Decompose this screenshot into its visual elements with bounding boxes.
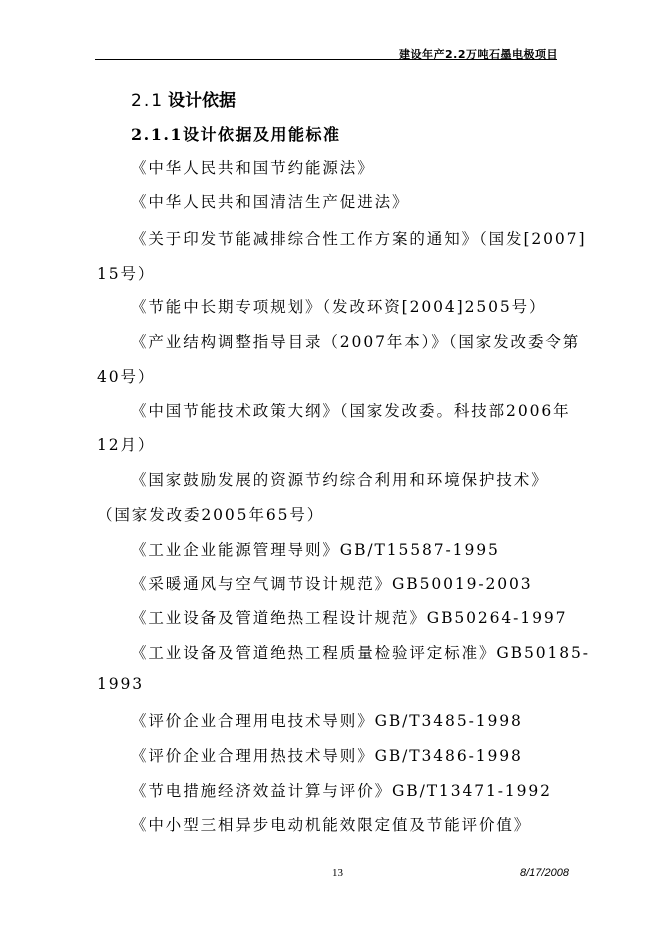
text-line-16: 1993 bbox=[97, 675, 145, 693]
text-line-6: 《产业结构调整指导目录（2007年本）》（国家发改委令第 bbox=[131, 333, 581, 351]
text-line-20: 《中小型三相异步电动机能效限定值及节能评价值》 bbox=[131, 816, 532, 834]
text-line-14: 《工业设备及管道绝热工程设计规范》GB50264-1997 bbox=[131, 609, 568, 627]
section-title: 设计依据 bbox=[168, 91, 237, 111]
text-line-13: 《采暖通风与空气调节设计规范》GB50019-2003 bbox=[131, 575, 533, 593]
section-heading bbox=[131, 86, 236, 111]
text-line-8: 《中国节能技术政策大纲》（国家发改委。科技部2006年 bbox=[131, 402, 571, 420]
text-line-9: 12月） bbox=[97, 436, 156, 454]
text-line-19: 《节电措施经济效益计算与评价》GB/T13471-1992 bbox=[131, 782, 552, 800]
text-line-2: 《中华人民共和国清洁生产促进法》 bbox=[131, 193, 410, 211]
section-number: 2.1 bbox=[131, 91, 165, 111]
text-line-7: 40号） bbox=[97, 368, 156, 386]
subsection-heading: 2.1.1设计依据及用能标准 bbox=[131, 125, 341, 144]
text-line-17: 《评价企业合理用电技术导则》GB/T3485-1998 bbox=[131, 712, 523, 730]
page-number: 13 bbox=[332, 867, 343, 879]
text-line-11: （国家发改委2005年65号） bbox=[97, 506, 325, 524]
text-line-15: 《工业设备及管道绝热工程质量检验评定标准》GB50185- bbox=[131, 644, 590, 662]
text-line-4: 15号） bbox=[97, 265, 156, 283]
text-line-18: 《评价企业合理用热技术导则》GB/T3486-1998 bbox=[131, 747, 523, 765]
text-line-10: 《国家鼓励发展的资源节约综合利用和环境保护技术》 bbox=[131, 471, 549, 489]
text-line-12: 《工业企业能源管理导则》GB/T15587-1995 bbox=[131, 541, 500, 559]
text-line-5: 《节能中长期专项规划》（发改环资[2004]2505号） bbox=[131, 298, 547, 316]
header-title: 建设年产2.2万吨石墨电极项目 bbox=[399, 48, 558, 61]
header-rule bbox=[95, 59, 557, 60]
text-line-1: 《中华人民共和国节约能源法》 bbox=[131, 159, 375, 177]
footer-date: 8/17/2008 bbox=[520, 867, 569, 879]
text-line-3: 《关于印发节能减排综合性工作方案的通知》（国发[2007] bbox=[131, 230, 587, 248]
